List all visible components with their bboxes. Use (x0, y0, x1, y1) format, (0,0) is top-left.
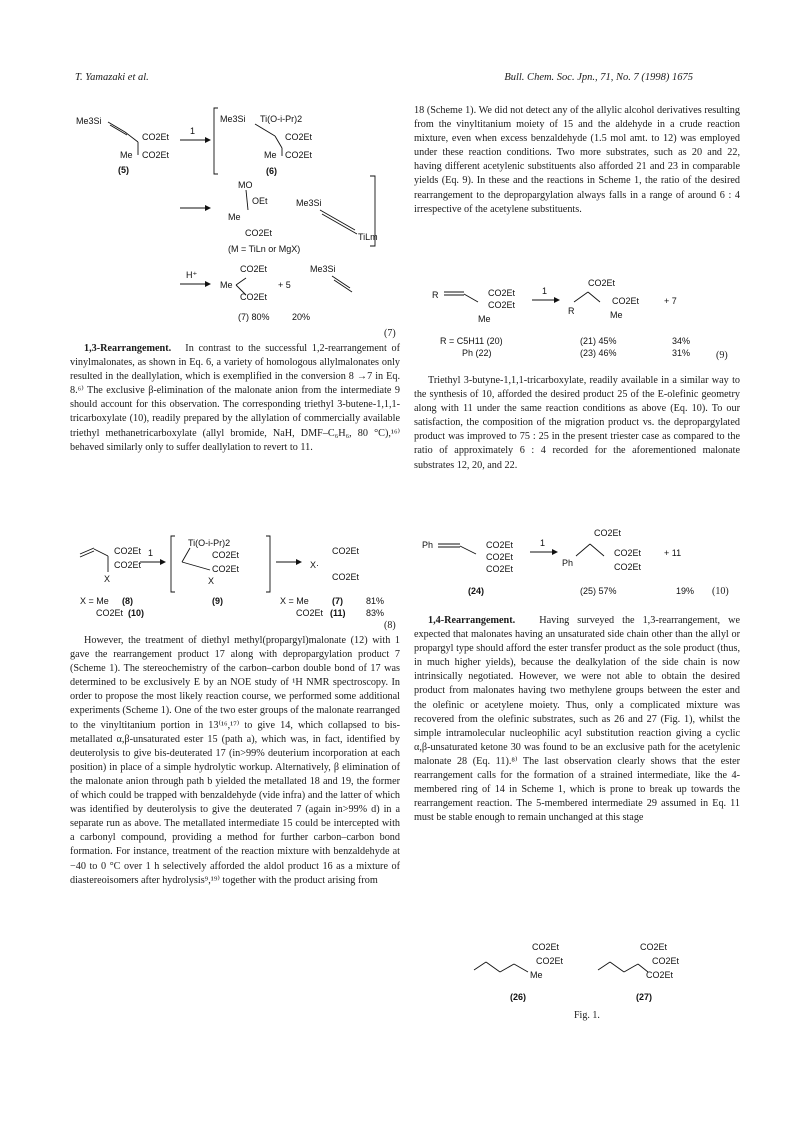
me3si-label-6: Me3Si (220, 114, 246, 124)
svg-text:CO2Et: CO2Et (332, 572, 360, 582)
yield-19: 19% (676, 586, 695, 596)
para-14-rearrangement: Having surveyed the 1,3-rearrangement, we expected that malonates having an unsaturated side chain other than the allyl or propargyl type should afford the ester transfer product as the sole product (thus, in much higher yields), because the dealkylation of the side chain is now intrinsically negotiated. However, we were not able to obtain the desired product from malonates having two methylene groups between the ester and the olefinic or acetylene moiety. Thus, only a complicated mixture was recovered from the olefinic substrates, such as 26 and 27 (Fig. 1), whilst the simple intramolecular nucleophilic acyl substitution reaction giving a cyclic α,β-unsaturated ketone 30 was found to be an exclusive path for the acetylenic malonate 28 (Eq. 11).⁸⁾ The last observation clearly shows that the ester rearrangement calls for the formation of a strained intermediate, like the 4-membered ring of 14 in Scheme 1, which is prone to break up towards the rearrangement reaction. The 5-membered intermediate 29 assumed in Eq. 11 must be stable enough to remain unchanged at this stage (414, 615, 741, 824)
scheme-eq9 (414, 272, 740, 364)
svg-text:R: R (568, 306, 575, 316)
svg-text:CO2Et: CO2Et (594, 528, 622, 538)
compound-6-label: (6) (266, 166, 277, 176)
cmpd-26: (26) (510, 992, 527, 1002)
svg-text:X: X (208, 576, 215, 586)
eq-number-9: (9) (716, 350, 728, 361)
yield-5: 20% (292, 312, 311, 322)
me3si-label-5: Me3Si (76, 116, 102, 126)
section-heading-13: 1,3-Rearrangement. (84, 343, 172, 354)
compound-5-label: (5) (118, 165, 129, 175)
cmpd-24: (24) (468, 586, 485, 596)
svg-text:1: 1 (540, 538, 546, 548)
oet-label: OEt (252, 196, 268, 206)
svg-text:CO2Et: CO2Et (212, 564, 240, 574)
yield-31: 31% (672, 348, 691, 358)
co2et-7a: CO2Et (240, 264, 268, 274)
co2et-6a: CO2Et (285, 132, 313, 142)
svg-text:CO2Et: CO2Et (536, 956, 564, 966)
svg-text:X = Me: X = Me (280, 596, 309, 606)
svg-text:CO2Et: CO2Et (332, 546, 360, 556)
prod-23: (23) 46% (580, 348, 617, 358)
eq-number-10: (10) (712, 586, 729, 597)
right-column-para3 (414, 614, 740, 825)
cmpd-9: (9) (212, 596, 223, 606)
svg-text:R: R (432, 290, 439, 300)
svg-text:Me: Me (478, 314, 491, 324)
svg-text:CO2Et: CO2Et (114, 546, 142, 556)
svg-text:1: 1 (148, 548, 154, 558)
x-me-label: X = Me (80, 596, 109, 606)
svg-text:X·: X· (310, 560, 319, 570)
cmpd-27: (27) (636, 992, 653, 1002)
right-column-para2 (414, 374, 740, 473)
scheme-eq10 (414, 528, 740, 602)
left-column-para2 (70, 634, 400, 888)
co2et-7b: CO2Et (240, 292, 268, 302)
svg-text:CO2Et: CO2Et (652, 956, 680, 966)
co2et-6b: CO2Et (285, 150, 313, 160)
svg-text:CO2Et: CO2Et (588, 278, 616, 288)
svg-text:CO2Et: CO2Et (486, 564, 514, 574)
plus-11: + 11 (664, 548, 682, 558)
left-column-para1 (70, 342, 400, 455)
svg-text:+ 7: + 7 (664, 296, 677, 306)
cmpd-11: (11) (330, 608, 346, 618)
me-7: Me (220, 280, 233, 290)
svg-text:CO2Et: CO2Et (614, 562, 642, 572)
right-column-para1 (414, 104, 740, 217)
r-ph: Ph (22) (462, 348, 492, 358)
svg-text:CO2Et: CO2Et (640, 942, 668, 952)
running-header-journal: Bull. Chem. Soc. Jpn., 71, No. 7 (1998) 1675 (504, 72, 693, 83)
svg-text:CO2Et: CO2Et (488, 300, 516, 310)
cmpd-7-eq8: (7) (332, 596, 343, 606)
svg-text:CO2Et: CO2Et (486, 540, 514, 550)
svg-text:CO2Et: CO2Et (532, 942, 560, 952)
svg-text:X: X (104, 574, 111, 584)
para-propargyl-malonate: However, the treatment of diethyl methyl(propargyl)malonate (12) with 1 gave the rearrangement product 17 along with depropargylation product 7 (Scheme 1). The stereochemistry of the carbon–carbon double bond of 17 was determined to be exclusively E by an NOE study of ¹H NMR spectroscopy. In order to propose the most likely reaction course, we performed some additional experiments (Scheme 1). One of the two ester groups of the malonate rearranged to the vinyltitanium portion in 13⁽¹⁶,¹⁷⁾ to give 14, which collapsed to bis-metallated α,β-unsaturated ester 15 (path a), which was, in fact, identified by deuterolysis to give bis-deuterated 17 (in>99% deuterium incorporation at each position) in place of a simple hydrolytic workup. Alternatively, β elimination of the malonate anion through path b yielded the metallated 18 and 19, the former of which could be trapped with benzaldehyde (vide infra) and the latter of which was identified by deuterolysis to give the deuterated 7 (again in>99% d) in a separate run as above. The metallated intermediate 15 could be intercepted with a carbonyl compound, providing a method for further carbon–carbon bond formation. For instance, treatment of the reaction mixture with benzaldehyde at −40 to 0 °C over 1 h selectively afforded the aldol product 16 as a mixture of diastereoisomers after hydrolysis⁹,¹⁹⁾ together with the product arising from (70, 635, 400, 886)
prod-21: (21) 45% (580, 336, 617, 346)
me3si-5b: Me3Si (310, 264, 336, 274)
svg-text:Me: Me (530, 970, 543, 980)
section-heading-14: 1,4-Rearrangement. (428, 615, 516, 626)
reagent-h: H⁺ (186, 270, 198, 280)
yield-34: 34% (672, 336, 691, 346)
eq-number-8: (8) (384, 620, 396, 631)
m-definition: (M = TiLn or MgX) (228, 244, 301, 254)
reagent-1: 1 (190, 126, 196, 136)
svg-text:CO2Et: CO2Et (296, 608, 324, 618)
tilm-label: TiLm (358, 232, 378, 242)
cmpd-8: (8) (122, 596, 133, 606)
svg-text:1: 1 (542, 286, 548, 296)
cmpd-25-yield: (25) 57% (580, 586, 617, 596)
eq-number-7: (7) (384, 328, 396, 339)
svg-text:Ph: Ph (422, 540, 434, 550)
svg-text:Ti(O-i-Pr)2: Ti(O-i-Pr)2 (188, 538, 231, 548)
svg-text:CO2Et: CO2Et (114, 560, 142, 570)
svg-text:CO2Et: CO2Et (614, 548, 642, 558)
co2et-5a: CO2Et (142, 132, 170, 142)
svg-text:Me: Me (610, 310, 623, 320)
me-m: Me (228, 212, 241, 222)
para-scheme1-cont: 18 (Scheme 1). We did not detect any of the allylic alcohol derivatives resulting from the vinyltitanium moiety of 15 and the aldehyde in a crude reaction mixture, even when excess benzaldehyde (1.5 mol amt. to 12) was employed under these reaction conditions. Two more substrates, such as 20 and 22, having different acetylenic substituents also afforded 21 and 23 in comparable yields (Eq. 9). In these and the reactions in Scheme 1, the ratio of the desired rearrangement to the depropargylation always falls in a range of around 6 : 4 irrespective of the acetylene substituents. (414, 105, 740, 215)
figure-1 (470, 936, 700, 1020)
para-13-rearrangement: In contrast to the successful 1,2-rearrangement of vinylmalonates, as shown in Eq. 6, a variety of homologous allylmalonates only resulted in the deallylation, which is exemplified in the conversion 8 →7 in Eq. 8.⁶⁾ The exclusive β-elimination of the malonate anion from the intermediate 9 should account for this observation. The corresponding triethyl 3-butene-1,1,1-tricarboxylate (10), readily prepared by the allylation of commercially available triethyl methanetricarboxylate (allyl bromide, NaH, DMF–C₆H₆, 80 °C),¹⁶⁾ behaved similarly only to suffer deallylation to revert to 11. (70, 343, 400, 453)
me3si-tilm: Me3Si (296, 198, 322, 208)
yield-7: (7) 80% (238, 312, 270, 322)
para-triester: Triethyl 3-butyne-1,1,1-tricarboxylate, readily available in a similar way to the synthesis of 10, afforded the desired product 25 of the E-olefinic geometry along with 11 under the same reaction conditions as above (Eq. 10). To our satisfaction, the composition of the migration product vs. the depropargylated product was improved to 75 : 25 in the present triester case as compared to the ratio of approximately 6 : 4 recorded for the aforementioned malonate substrates 12, 20, and 22. (414, 375, 740, 471)
svg-text:+ 5: + 5 (278, 280, 291, 290)
svg-text:CO2Et: CO2Et (488, 288, 516, 298)
scheme-eq7 (70, 100, 400, 328)
x-co2et-label: CO2Et (96, 608, 124, 618)
mo-label: MO (238, 180, 253, 190)
svg-text:Ph: Ph (562, 558, 574, 568)
me-6: Me (264, 150, 277, 160)
svg-text:CO2Et: CO2Et (646, 970, 674, 980)
me-5: Me (120, 150, 133, 160)
co2et-5b: CO2Et (142, 150, 170, 160)
running-header-authors: T. Yamazaki et al. (75, 72, 149, 83)
r-c5h11: R = C5H11 (20) (440, 336, 503, 346)
figure-1-caption: Fig. 1. (574, 1010, 600, 1021)
svg-text:CO2Et: CO2Et (212, 550, 240, 560)
scheme-eq8 (70, 532, 400, 622)
yield-11: 83% (366, 608, 385, 618)
ti-oipr-label: Ti(O-i-Pr)2 (260, 114, 303, 124)
co2et-m: CO2Et (245, 228, 273, 238)
svg-text:CO2Et: CO2Et (612, 296, 640, 306)
svg-text:CO2Et: CO2Et (486, 552, 514, 562)
cmpd-10: (10) (128, 608, 145, 618)
yield-7-eq8: 81% (366, 596, 385, 606)
